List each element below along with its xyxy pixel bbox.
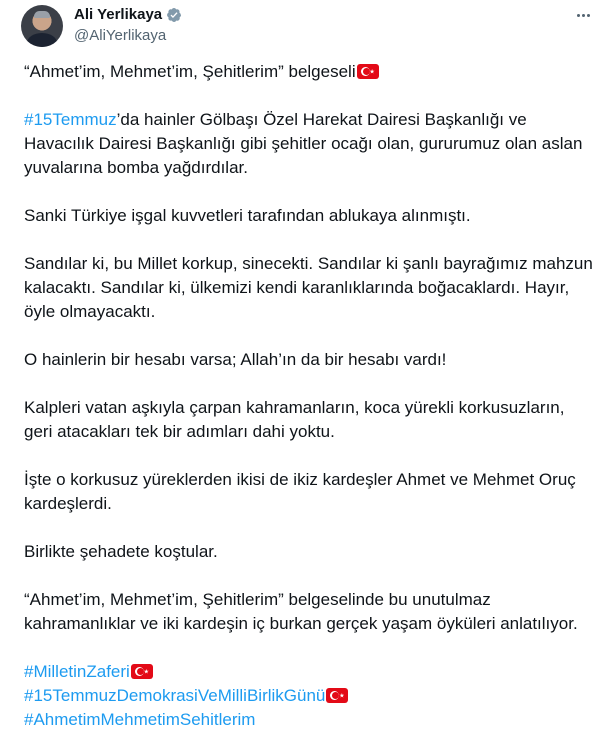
paragraph-6: İşte o korkusuz yüreklerden ikisi de ikiz kardeşler Ahmet ve Mehmet Oruç kardeşlerdi. xyxy=(24,470,576,513)
paragraph-2: Sanki Türkiye işgal kuvvetleri tarafından ablukaya alınmıştı. xyxy=(24,206,471,225)
hashtag-line-2 xyxy=(24,684,594,708)
author-name[interactable]: Ali Yerlikaya xyxy=(74,6,163,23)
paragraph-4: O hainlerin bir hesabı varsa; Allah’ın da bir hesabı vardı! xyxy=(24,350,447,369)
verified-badge-icon xyxy=(166,7,182,23)
hashtag-15temmuz-demokrasi[interactable]: #15TemmuzDemokrasiVeMilliBirlikGünü xyxy=(24,686,326,705)
author-handle[interactable]: @AliYerlikaya xyxy=(74,27,167,44)
hashtag-milletinzaferi[interactable]: #MilletinZaferi xyxy=(24,662,130,681)
author-name-row[interactable] xyxy=(74,6,182,23)
hashtag-ahmetim-mehmetim[interactable]: #AhmetimMehmetimSehitlerim xyxy=(24,710,256,729)
paragraph-1 xyxy=(24,108,594,180)
hashtag-15temmuz[interactable]: #15Temmuz xyxy=(24,110,117,129)
paragraph-5: Kalpleri vatan aşkıyla çarpan kahramanların, koca yürekli korkusuzların, geri atacakları tek bir adımları dahi yoktu. xyxy=(24,398,565,441)
hashtag-line-3 xyxy=(24,708,594,732)
paragraph-7: Birlikte şehadete koştular. xyxy=(24,542,218,561)
post-title-text: “Ahmet’im, Mehmet’im, Şehitlerim” belgeseli xyxy=(24,62,356,81)
post-body xyxy=(24,60,594,732)
turkey-flag-icon xyxy=(357,64,379,79)
paragraph-8: “Ahmet’im, Mehmet’im, Şehitlerim” belgeselinde bu unutulmaz kahramanlıklar ve iki kardeşin iç burkan gerçek yaşam öyküleri anlatılıyor. xyxy=(24,590,578,633)
paragraph-1-text: ’da hainler Gölbaşı Özel Harekat Dairesi Başkanlığı ve Havacılık Dairesi Başkanlığı gibi şehitler ocağı olan, gururumuz olan aslan yuvalarına bomba yağdırdılar. xyxy=(24,110,583,177)
paragraph-3: Sandılar ki, bu Millet korkup, sinecekti. Sandılar ki şanlı bayrağımız mahzun kalacaktı. Sandılar ki, ülkemizi kendi karanlıklarında boğacaklardı. Hayır, öyle olmayacaktı. xyxy=(24,254,593,321)
turkey-flag-icon xyxy=(326,688,348,703)
avatar[interactable] xyxy=(21,5,63,47)
turkey-flag-icon xyxy=(131,664,153,679)
more-options-icon[interactable] xyxy=(572,4,594,26)
hashtag-line-1 xyxy=(24,660,594,684)
post-title-line xyxy=(24,60,594,84)
